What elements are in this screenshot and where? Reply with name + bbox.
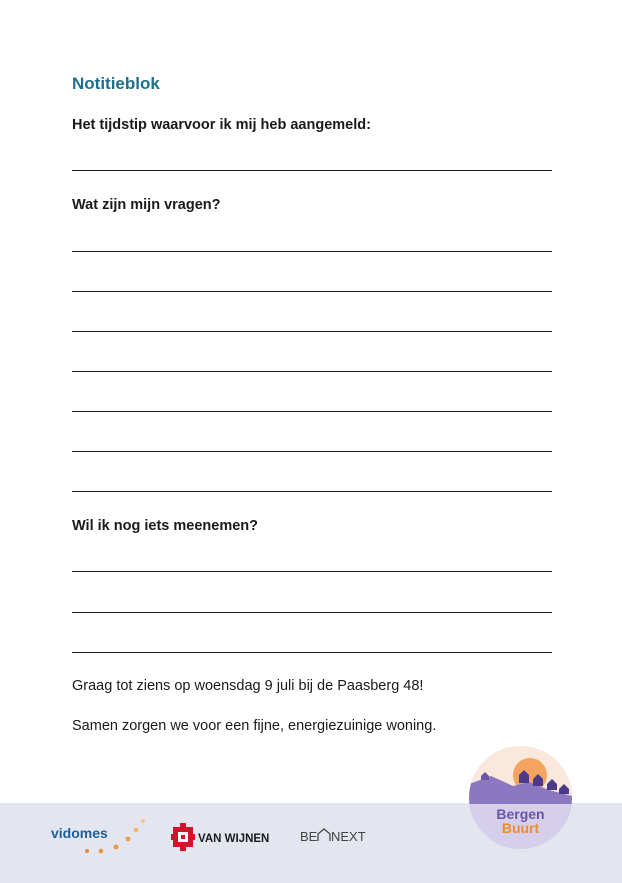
- page-title: Notitieblok: [72, 74, 160, 93]
- answer-line-question-5[interactable]: [72, 411, 552, 412]
- answer-line-bring-2[interactable]: [72, 612, 552, 613]
- vanwijnen-mark-icon: [171, 823, 195, 851]
- vidomes-logo-text: vidomes: [51, 825, 108, 841]
- vidomes-dot: [141, 819, 145, 823]
- answer-line-question-3[interactable]: [72, 331, 552, 332]
- benext-logo: [299, 825, 369, 849]
- badge-text-buurt: Buurt: [501, 820, 540, 836]
- house-icon: [318, 829, 330, 841]
- bergen-buurt-badge: [469, 746, 572, 849]
- closing-line-1: Graag tot ziens op woensdag 9 juli bij de Paasberg 48!: [72, 678, 424, 694]
- vidomes-dot: [134, 828, 139, 833]
- question-time-slot: Het tijdstip waarvoor ik mij heb aangemeld:: [72, 117, 371, 133]
- benext-logo-text-right: NEXT: [331, 829, 366, 844]
- answer-line-question-7[interactable]: [72, 491, 552, 492]
- vidomes-dot: [126, 837, 131, 842]
- answer-line-bring-3[interactable]: [72, 652, 552, 653]
- vanwijnen-logo: [171, 823, 275, 851]
- badge-text-bergen: Bergen: [496, 806, 545, 822]
- answer-line-question-1[interactable]: [72, 251, 552, 252]
- vidomes-dot: [99, 849, 104, 854]
- vidomes-dot: [114, 845, 119, 850]
- answer-line-bring-1[interactable]: [72, 571, 552, 572]
- question-bring-along: Wil ik nog iets meenemen?: [72, 518, 258, 534]
- answer-line-question-6[interactable]: [72, 451, 552, 452]
- answer-line-question-2[interactable]: [72, 291, 552, 292]
- vanwijnen-logo-text: VAN WIJNEN: [198, 833, 270, 845]
- closing-line-2: Samen zorgen we voor een fijne, energiezuinige woning.: [72, 718, 437, 734]
- question-my-questions: Wat zijn mijn vragen?: [72, 197, 221, 213]
- vidomes-dot: [85, 849, 89, 853]
- vidomes-logo: [50, 817, 150, 857]
- benext-logo-text-left: BE: [300, 829, 318, 844]
- bergen-buurt-illustration: [469, 746, 572, 849]
- answer-line-question-4[interactable]: [72, 371, 552, 372]
- answer-line-time[interactable]: [72, 170, 552, 171]
